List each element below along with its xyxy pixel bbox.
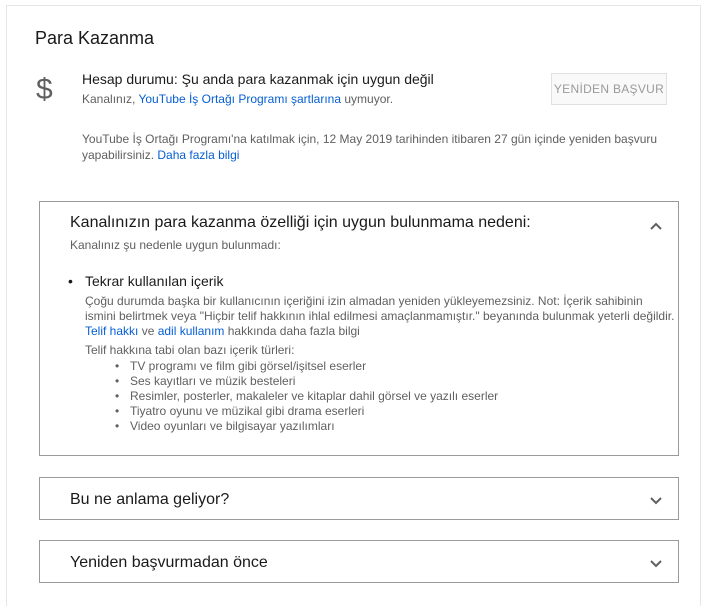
copyright-link[interactable]: Telif hakkı: [85, 324, 139, 338]
content-types-label: Telif hakkına tabi olan bazı içerik türleri:: [85, 343, 295, 357]
reason-mid-text: ve: [138, 324, 158, 338]
monetization-card: [6, 5, 701, 606]
list-item: • TV programı ve film gibi görsel/işitsel eserler: [115, 359, 498, 374]
content-types-list: [115, 359, 498, 434]
status-subtext: [82, 92, 393, 106]
reapply-info: [82, 131, 687, 163]
chevron-up-icon[interactable]: [648, 218, 664, 234]
ineligibility-reason-panel: [39, 201, 679, 456]
list-item: • Video oyunları ve bilgisayar yazılımları: [115, 419, 498, 434]
meaning-panel[interactable]: [39, 477, 679, 520]
reapply-button[interactable]: YENİDEN BAŞVUR: [551, 73, 667, 105]
reason-desc-end: hakkında daha fazla bilgi: [224, 324, 360, 338]
status-sub-suffix: uymuyor.: [341, 92, 394, 106]
ypp-terms-link[interactable]: YouTube İş Ortağı Programı şartlarına: [138, 92, 342, 106]
reason-desc-text: Çoğu durumda başka bir kullanıcının içeriğini izin almadan yeniden yükleyemezsiniz. Not: İçerik sahibinin ismini belirtmek veya "Hiçbir telif hakkının ihlal edilmesi amaçlanmamıştır." beyanında bulunmak yeterli değildir.: [85, 294, 675, 323]
list-item: • Tiyatro oyunu ve müzikal gibi drama eserleri: [115, 404, 498, 419]
fair-use-link[interactable]: adil kullanım: [157, 324, 225, 338]
status-label: Hesap durumu:: [82, 71, 178, 87]
before-reapply-panel-title[interactable]: Yeniden başvurmadan önce: [70, 554, 268, 571]
meaning-panel-title[interactable]: Bu ne anlama geliyor?: [70, 491, 230, 508]
status-sub-prefix: Kanalınız,: [82, 92, 139, 106]
reapply-info-text: YouTube İş Ortağı Programı'na katılmak için, 12 May 2019 tarihinden itibaren 27 gün içinde yeniden başvuru yapabilirsiniz.: [82, 132, 658, 162]
chevron-down-icon[interactable]: [648, 492, 664, 508]
reason-panel-subtitle: Kanalınız şu nedenle uygun bulunmadı:: [70, 238, 281, 252]
reason-description: [85, 294, 675, 339]
section-title: Para Kazanma: [35, 28, 155, 48]
reason-title: Tekrar kullanılan içerik: [85, 273, 224, 289]
learn-more-link[interactable]: Daha fazla bilgi: [157, 148, 240, 162]
list-item: • Ses kayıtları ve müzik besteleri: [115, 374, 498, 389]
dollar-icon: $: [36, 73, 53, 106]
chevron-down-icon[interactable]: [648, 555, 664, 571]
list-item: • Resimler, posterler, makaleler ve kitaplar dahil görsel ve yazılı eserler: [115, 389, 498, 404]
reason-bullet: •: [68, 273, 73, 289]
status-value: Şu anda para kazanmak için uygun değil: [177, 71, 434, 87]
reason-panel-title[interactable]: Kanalınızın para kazanma özelliği için uygun bulunmama nedeni:: [70, 214, 531, 231]
account-status: [82, 71, 434, 87]
before-reapply-panel[interactable]: [39, 540, 679, 583]
